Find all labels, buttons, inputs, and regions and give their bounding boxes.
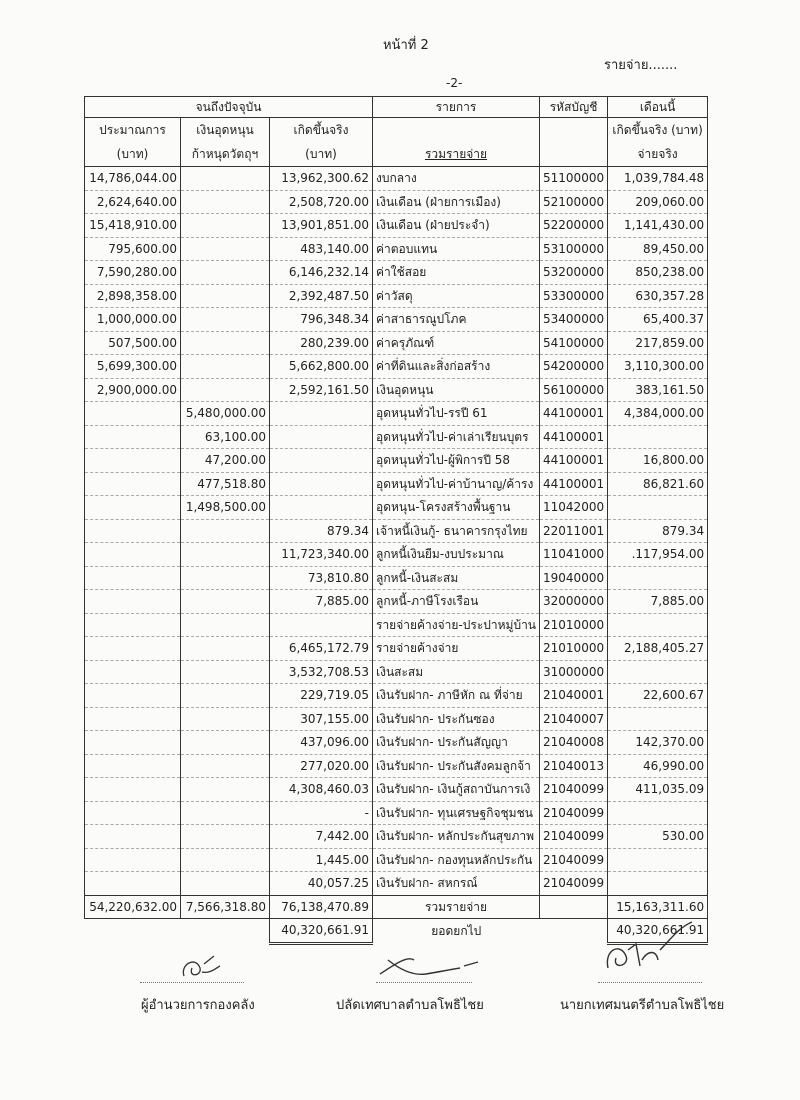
cell-estimate: 5,699,300.00 <box>85 355 181 379</box>
cell-item: เงินรับฝาก- ทุนเศรษฐกิจชุมชน <box>373 801 540 825</box>
cell-estimate: 1,000,000.00 <box>85 308 181 332</box>
header-right-label: รายจ่าย....... <box>604 58 678 73</box>
cell-month: .117,954.00 <box>608 543 708 567</box>
cell-subsidy <box>181 731 270 755</box>
carry-actual: 40,320,661.91 <box>270 919 373 944</box>
cell-item: เงินรับฝาก- สหกรณ์ <box>373 872 540 896</box>
cell-subsidy <box>181 801 270 825</box>
cell-subsidy <box>181 660 270 684</box>
cell-month: 1,039,784.48 <box>608 167 708 191</box>
cell-estimate <box>85 425 181 449</box>
page-number: -2- <box>446 76 463 90</box>
cell-subsidy: 47,200.00 <box>181 449 270 473</box>
cell-actual <box>270 402 373 426</box>
table-row <box>85 331 708 355</box>
header-month-paid: จ่ายจริง <box>608 142 708 167</box>
cell-subsidy <box>181 237 270 261</box>
table-row <box>85 543 708 567</box>
cell-actual <box>270 613 373 637</box>
cell-subsidy <box>181 707 270 731</box>
cell-account-code: 53100000 <box>540 237 608 261</box>
cell-estimate: 14,786,044.00 <box>85 167 181 191</box>
cell-estimate <box>85 613 181 637</box>
carry-label: ยอดยกไป <box>431 924 482 938</box>
cell-account-code: 21010000 <box>540 613 608 637</box>
cell-month: 530.00 <box>608 825 708 849</box>
cell-actual: 437,096.00 <box>270 731 373 755</box>
cell-actual <box>270 496 373 520</box>
cell-month <box>608 872 708 896</box>
cell-item: เงินเดือน (ฝ่ายการเมือง) <box>373 190 540 214</box>
header-estimate-unit: (บาท) <box>85 142 181 167</box>
total-actual: 76,138,470.89 <box>270 895 373 919</box>
table-row <box>85 566 708 590</box>
cell-subsidy <box>181 167 270 191</box>
cell-item: อุดหนุนทั่วไป-ผู้พิการปี 58 <box>373 449 540 473</box>
table-row <box>85 308 708 332</box>
cell-estimate <box>85 449 181 473</box>
cell-actual: 879.34 <box>270 519 373 543</box>
cell-subsidy: 477,518.80 <box>181 472 270 496</box>
cell-account-code: 21040007 <box>540 707 608 731</box>
cell-subsidy <box>181 684 270 708</box>
cell-month: 89,450.00 <box>608 237 708 261</box>
signature-title-mayor: นายกเทศมนตรีตำบลโพธิไชย <box>560 998 725 1013</box>
table-row <box>85 613 708 637</box>
cell-month: 65,400.37 <box>608 308 708 332</box>
cell-month <box>608 425 708 449</box>
header-actual-unit: (บาท) <box>270 142 373 167</box>
cell-subsidy <box>181 214 270 238</box>
table-row <box>85 778 708 802</box>
table-row <box>85 167 708 191</box>
table-row <box>85 754 708 778</box>
cell-estimate <box>85 684 181 708</box>
expense-table-body <box>85 97 708 944</box>
cell-subsidy <box>181 519 270 543</box>
signature-line-finance <box>140 982 244 983</box>
cell-actual: 73,810.80 <box>270 566 373 590</box>
cell-item: อุดหนุนทั่วไป-รรปี 61 <box>373 402 540 426</box>
cell-month: 22,600.67 <box>608 684 708 708</box>
cell-account-code: 19040000 <box>540 566 608 590</box>
cell-item: เงินรับฝาก- กองทุนหลักประกัน <box>373 848 540 872</box>
cell-actual <box>270 472 373 496</box>
table-row <box>85 214 708 238</box>
cell-account-code: 31000000 <box>540 660 608 684</box>
table-row <box>85 519 708 543</box>
cell-actual: 6,465,172.79 <box>270 637 373 661</box>
table-row <box>85 496 708 520</box>
cell-subsidy <box>181 308 270 332</box>
cell-estimate <box>85 519 181 543</box>
cell-item: อุดหนุนทั่วไป-ค่าบ้านาญ/ค้ารง <box>373 472 540 496</box>
total-empty <box>540 895 608 919</box>
cell-actual: 2,392,487.50 <box>270 284 373 308</box>
cell-actual: 5,662,800.00 <box>270 355 373 379</box>
cell-item: ค่าที่ดินและสิ่งก่อสร้าง <box>373 355 540 379</box>
cell-actual: 796,348.34 <box>270 308 373 332</box>
cell-actual: - <box>270 801 373 825</box>
cell-estimate <box>85 731 181 755</box>
cell-estimate: 15,418,910.00 <box>85 214 181 238</box>
cell-account-code: 53200000 <box>540 261 608 285</box>
cell-estimate: 507,500.00 <box>85 331 181 355</box>
cell-item: เงินเดือน (ฝ่ายประจำ) <box>373 214 540 238</box>
cell-item: เจ้าหนี้เงินกู้- ธนาคารกรุงไทย <box>373 519 540 543</box>
cell-account-code: 44100001 <box>540 402 608 426</box>
cell-account-code: 54200000 <box>540 355 608 379</box>
cell-item: งบกลาง <box>373 167 540 191</box>
cell-subsidy <box>181 355 270 379</box>
cell-actual: 40,057.25 <box>270 872 373 896</box>
cell-item: อุดหนุน-โครงสร้างพื้นฐาน <box>373 496 540 520</box>
cell-actual: 483,140.00 <box>270 237 373 261</box>
table-row <box>85 237 708 261</box>
cell-account-code: 11041000 <box>540 543 608 567</box>
cell-estimate <box>85 848 181 872</box>
cell-account-code: 21010000 <box>540 637 608 661</box>
cell-account-code: 52100000 <box>540 190 608 214</box>
table-row <box>85 378 708 402</box>
cell-month <box>608 660 708 684</box>
cell-subsidy <box>181 378 270 402</box>
cell-actual: 13,901,851.00 <box>270 214 373 238</box>
table-row <box>85 284 708 308</box>
cell-month <box>608 848 708 872</box>
cell-estimate <box>85 566 181 590</box>
cell-subsidy <box>181 261 270 285</box>
cell-actual: 1,445.00 <box>270 848 373 872</box>
cell-actual: 13,962,300.62 <box>270 167 373 191</box>
cell-month: 383,161.50 <box>608 378 708 402</box>
cell-month <box>608 801 708 825</box>
total-subsidy: 7,566,318.80 <box>181 895 270 919</box>
cell-month <box>608 496 708 520</box>
table-row <box>85 449 708 473</box>
page-header: หน้าที่ 2 <box>383 38 429 53</box>
cell-account-code: 51100000 <box>540 167 608 191</box>
cell-item: อุดหนุนทั่วไป-ค่าเล่าเรียนบุตร <box>373 425 540 449</box>
table-row <box>85 637 708 661</box>
header-month-actual: เกิดขึ้นจริง (บาท) <box>608 118 708 143</box>
cell-estimate <box>85 660 181 684</box>
cell-account-code: 44100001 <box>540 425 608 449</box>
cell-month: 411,035.09 <box>608 778 708 802</box>
cell-actual: 7,885.00 <box>270 590 373 614</box>
table-row <box>85 684 708 708</box>
header-month: เดือนนี้ <box>608 97 708 118</box>
header-empty <box>540 142 608 167</box>
cell-subsidy <box>181 848 270 872</box>
cell-subsidy <box>181 637 270 661</box>
cell-account-code: 53400000 <box>540 308 608 332</box>
total-month: 15,163,311.60 <box>608 895 708 919</box>
cell-item: เงินรับฝาก- ประกันสัญญา <box>373 731 540 755</box>
cell-estimate <box>85 496 181 520</box>
cell-item: ลูกหนี้-เงินสะสม <box>373 566 540 590</box>
cell-item: เงินรับฝาก- เงินกู้สถาบันการเงิ <box>373 778 540 802</box>
cell-account-code: 21040099 <box>540 848 608 872</box>
header-subsidy-sub: ก้าหนุดวัตถุฯ <box>181 142 270 167</box>
cell-account-code: 44100001 <box>540 449 608 473</box>
cell-month: 850,238.00 <box>608 261 708 285</box>
cell-month: 630,357.28 <box>608 284 708 308</box>
carry-empty <box>181 919 270 944</box>
cell-month: 2,188,405.27 <box>608 637 708 661</box>
cell-item: เงินรับฝาก- หลักประกันสุขภาพ <box>373 825 540 849</box>
cell-account-code: 44100001 <box>540 472 608 496</box>
cell-account-code: 21040099 <box>540 801 608 825</box>
table-row <box>85 425 708 449</box>
cell-month: 142,370.00 <box>608 731 708 755</box>
cell-estimate <box>85 778 181 802</box>
cell-month: 1,141,430.00 <box>608 214 708 238</box>
cell-actual: 7,442.00 <box>270 825 373 849</box>
cell-month: 86,821.60 <box>608 472 708 496</box>
table-row <box>85 261 708 285</box>
table-row <box>85 848 708 872</box>
cell-month: 879.34 <box>608 519 708 543</box>
cell-estimate <box>85 801 181 825</box>
total-label: รวมรายจ่าย <box>373 895 540 919</box>
cell-month: 209,060.00 <box>608 190 708 214</box>
signature-title-finance: ผู้อำนวยการกองคลัง <box>141 998 255 1013</box>
cell-item: เงินรับฝาก- ภาษีหัก ณ ที่จ่าย <box>373 684 540 708</box>
cell-actual: 280,239.00 <box>270 331 373 355</box>
cell-month: 16,800.00 <box>608 449 708 473</box>
header-empty <box>540 118 608 143</box>
header-actual: เกิดขึ้นจริง <box>270 118 373 143</box>
cell-estimate <box>85 543 181 567</box>
cell-month: 4,384,000.00 <box>608 402 708 426</box>
header-row-1 <box>85 97 708 118</box>
cell-estimate: 7,590,280.00 <box>85 261 181 285</box>
cell-account-code: 52200000 <box>540 214 608 238</box>
cell-actual: 2,508,720.00 <box>270 190 373 214</box>
cell-item: รายจ่ายค้างจ่าย <box>373 637 540 661</box>
cell-estimate <box>85 707 181 731</box>
table-row <box>85 660 708 684</box>
table-row <box>85 707 708 731</box>
table-row <box>85 355 708 379</box>
section-title: รวมรายจ่าย <box>373 142 540 167</box>
cell-actual: 6,146,232.14 <box>270 261 373 285</box>
cell-estimate <box>85 472 181 496</box>
cell-actual: 11,723,340.00 <box>270 543 373 567</box>
cell-item: ค่าวัสดุ <box>373 284 540 308</box>
cell-estimate <box>85 872 181 896</box>
cell-item: ลูกหนี้-ภาษีโรงเรือน <box>373 590 540 614</box>
cell-estimate <box>85 637 181 661</box>
table-row <box>85 801 708 825</box>
cell-account-code: 53300000 <box>540 284 608 308</box>
header-row-3 <box>85 142 708 167</box>
cell-subsidy <box>181 190 270 214</box>
cell-account-code: 21040099 <box>540 872 608 896</box>
total-estimate: 54,220,632.00 <box>85 895 181 919</box>
cell-subsidy <box>181 543 270 567</box>
table-row <box>85 190 708 214</box>
cell-actual: 307,155.00 <box>270 707 373 731</box>
cell-item: เงินรับฝาก- ประกันซอง <box>373 707 540 731</box>
cell-account-code: 21040099 <box>540 825 608 849</box>
cell-subsidy <box>181 331 270 355</box>
cell-subsidy <box>181 590 270 614</box>
cell-month <box>608 566 708 590</box>
signature-mark-mayor <box>598 920 698 982</box>
table-row <box>85 872 708 896</box>
table-row <box>85 590 708 614</box>
cell-item: ค่าใช้สอย <box>373 261 540 285</box>
cell-month: 46,990.00 <box>608 754 708 778</box>
cell-subsidy <box>181 778 270 802</box>
cell-subsidy <box>181 825 270 849</box>
cell-subsidy <box>181 754 270 778</box>
signature-line-clerk <box>376 982 472 983</box>
table-row <box>85 472 708 496</box>
cell-actual: 4,308,460.03 <box>270 778 373 802</box>
cell-subsidy: 5,480,000.00 <box>181 402 270 426</box>
cell-estimate: 2,900,000.00 <box>85 378 181 402</box>
cell-account-code: 56100000 <box>540 378 608 402</box>
cell-account-code: 21040001 <box>540 684 608 708</box>
cell-month <box>608 613 708 637</box>
cell-actual: 3,532,708.53 <box>270 660 373 684</box>
cell-item: เงินอุดหนุน <box>373 378 540 402</box>
cell-estimate: 2,624,640.00 <box>85 190 181 214</box>
header-account-code: รหัสบัญชี <box>540 97 608 118</box>
cell-item: ค่าตอบแทน <box>373 237 540 261</box>
cell-account-code: 54100000 <box>540 331 608 355</box>
cell-month <box>608 707 708 731</box>
signature-line-mayor <box>598 982 702 983</box>
table-row <box>85 825 708 849</box>
carry-empty <box>85 919 181 944</box>
carry-month: 40,320,661.91 <box>608 919 708 944</box>
cell-subsidy <box>181 613 270 637</box>
expense-table <box>84 96 708 945</box>
cell-item: รายจ่ายค้างจ่าย-ประปาหมู่บ้าน <box>373 613 540 637</box>
total-row <box>85 895 708 919</box>
cell-actual <box>270 449 373 473</box>
group-header-to-date: จนถึงปัจจุบัน <box>85 97 373 118</box>
cell-month: 3,110,300.00 <box>608 355 708 379</box>
header-row-2 <box>85 118 708 143</box>
cell-subsidy: 63,100.00 <box>181 425 270 449</box>
cell-actual: 2,592,161.50 <box>270 378 373 402</box>
cell-item: ค่าครุภัณฑ์ <box>373 331 540 355</box>
header-estimate: ประมาณการ <box>85 118 181 143</box>
cell-estimate <box>85 825 181 849</box>
cell-subsidy <box>181 284 270 308</box>
cell-account-code: 22011001 <box>540 519 608 543</box>
cell-item: เงินรับฝาก- ประกันสังคมลูกจ้า <box>373 754 540 778</box>
cell-subsidy: 1,498,500.00 <box>181 496 270 520</box>
cell-estimate: 795,600.00 <box>85 237 181 261</box>
cell-actual: 277,020.00 <box>270 754 373 778</box>
cell-estimate <box>85 590 181 614</box>
header-list: รายการ <box>373 97 540 118</box>
table-row <box>85 402 708 426</box>
cell-account-code: 11042000 <box>540 496 608 520</box>
cell-actual <box>270 425 373 449</box>
cell-account-code: 21040099 <box>540 778 608 802</box>
cell-account-code: 21040008 <box>540 731 608 755</box>
cell-actual: 229,719.05 <box>270 684 373 708</box>
header-empty <box>373 118 540 143</box>
cell-estimate: 2,898,358.00 <box>85 284 181 308</box>
cell-estimate <box>85 402 181 426</box>
cell-account-code: 21040013 <box>540 754 608 778</box>
cell-estimate <box>85 754 181 778</box>
cell-account-code: 32000000 <box>540 590 608 614</box>
header-subsidy: เงินอุดหนุน <box>181 118 270 143</box>
cell-month: 7,885.00 <box>608 590 708 614</box>
cell-item: ลูกหนี้เงินยืม-งบประมาณ <box>373 543 540 567</box>
cell-item: ค่าสาธารณูปโภค <box>373 308 540 332</box>
cell-month: 217,859.00 <box>608 331 708 355</box>
cell-item: เงินสะสม <box>373 660 540 684</box>
signature-title-clerk: ปลัดเทศบาลตำบลโพธิไชย <box>336 998 484 1013</box>
cell-subsidy <box>181 566 270 590</box>
table-row <box>85 731 708 755</box>
cell-subsidy <box>181 872 270 896</box>
